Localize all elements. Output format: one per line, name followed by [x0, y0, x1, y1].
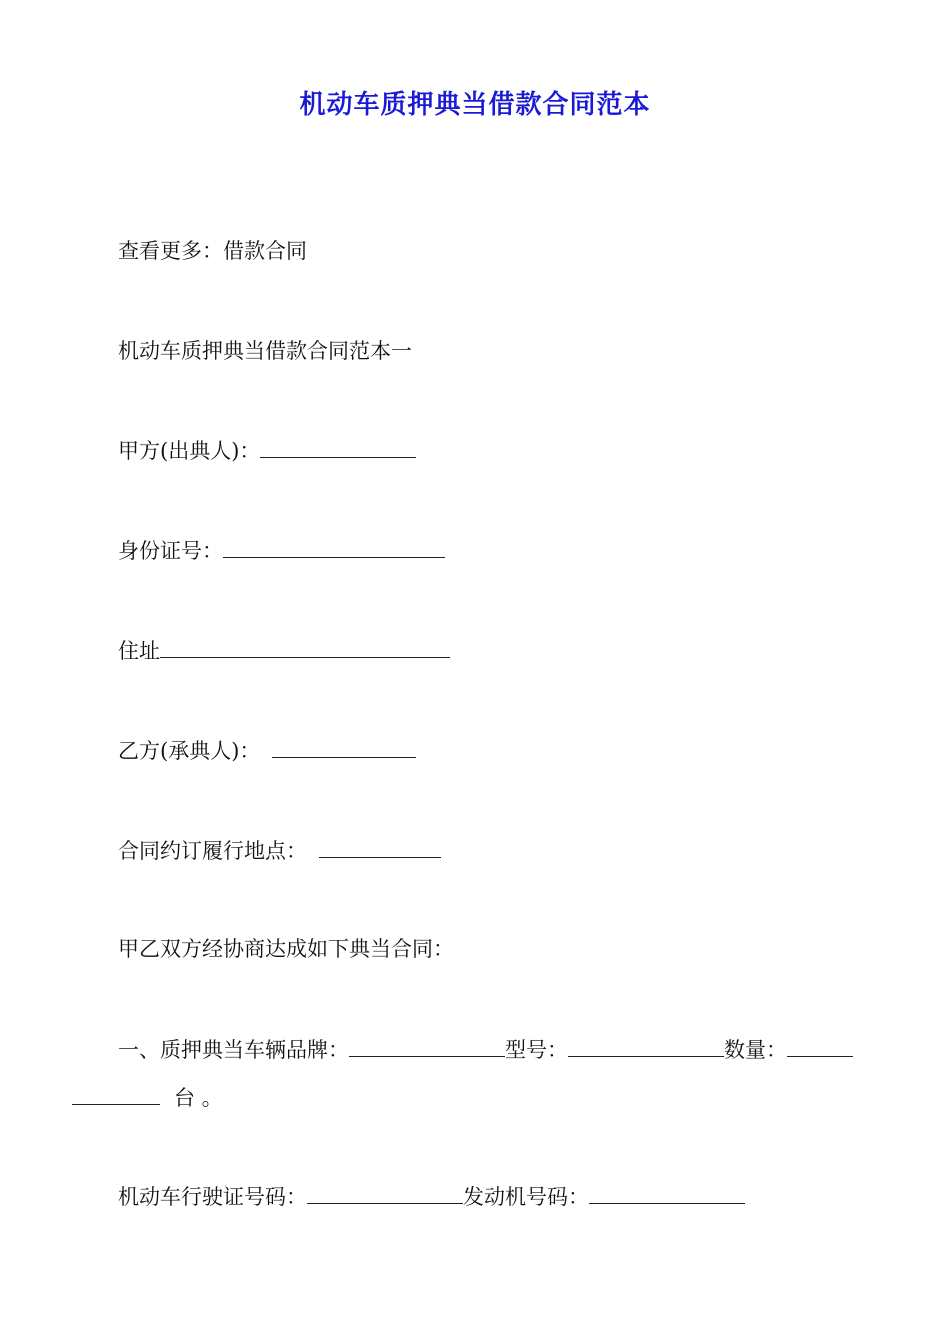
- clause1-prefix: 一、质押典当车辆品牌：: [118, 1038, 349, 1062]
- see-more-line: [118, 236, 307, 266]
- license-label: 机动车行驶证号码：: [118, 1185, 307, 1209]
- clause1-model-label: 型号：: [505, 1038, 568, 1062]
- quantity-blank-start: [787, 1036, 853, 1057]
- clause1-unit: 台 。: [174, 1086, 223, 1110]
- address-label: 住址: [118, 639, 160, 663]
- agreement-intro-text: 甲乙双方经协商达成如下典当合同：: [118, 937, 454, 961]
- engine-label: 发动机号码：: [463, 1185, 589, 1209]
- party-b-row: [118, 736, 416, 766]
- party-a-row: [118, 436, 416, 466]
- section-title-text: 机动车质押典当借款合同范本一: [118, 339, 412, 363]
- address-blank: [160, 637, 450, 658]
- location-label: 合同约订履行地点：: [118, 839, 307, 863]
- id-number-row: [118, 536, 445, 566]
- party-b-label: 乙方(承典人)：: [118, 739, 261, 763]
- clause1-continuation: [72, 1083, 223, 1113]
- engine-blank: [589, 1183, 745, 1204]
- document-title: 机动车质押典当借款合同范本: [299, 90, 651, 120]
- clause1-quantity-label: 数量：: [724, 1038, 787, 1062]
- section-title: [118, 336, 412, 366]
- clause1-row: [118, 1035, 853, 1065]
- id-number-label: 身份证号：: [118, 539, 223, 563]
- location-blank: [319, 837, 441, 858]
- address-row: [118, 636, 450, 666]
- id-number-blank: [223, 537, 445, 558]
- brand-blank: [349, 1036, 505, 1057]
- license-blank: [307, 1183, 463, 1204]
- see-more-text: 查看更多：借款合同: [118, 239, 307, 263]
- party-b-blank: [272, 737, 416, 758]
- quantity-blank-end: [72, 1084, 160, 1105]
- location-row: [118, 836, 441, 866]
- license-row: [118, 1182, 745, 1212]
- agreement-intro: [118, 934, 454, 964]
- party-a-label: 甲方(出典人)：: [118, 439, 261, 463]
- party-a-blank: [260, 437, 416, 458]
- model-blank: [568, 1036, 724, 1057]
